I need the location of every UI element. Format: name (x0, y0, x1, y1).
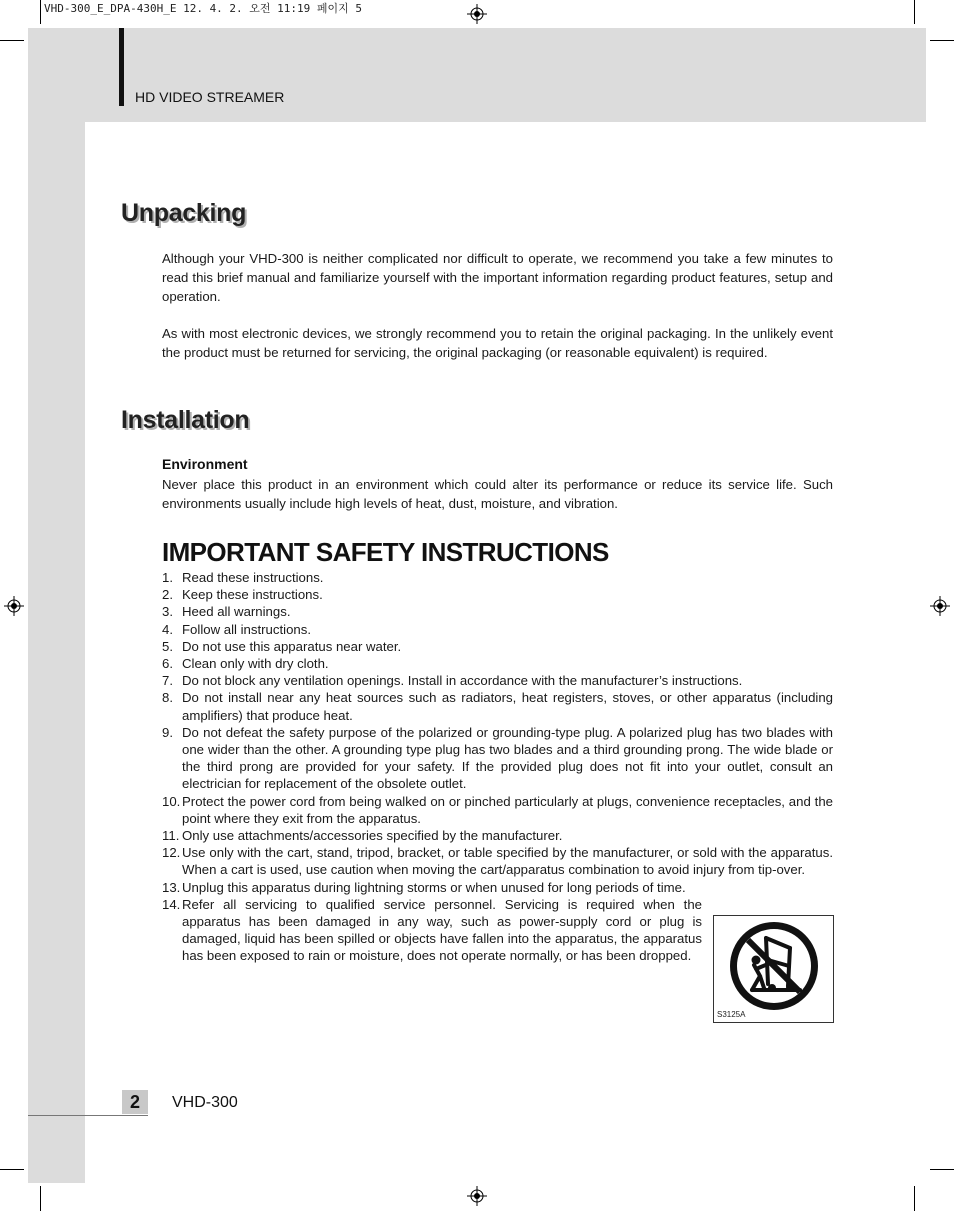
crop-mark (40, 1186, 41, 1211)
list-item: 11. Only use attachments/accessories specified by the manufacturer. (162, 828, 563, 844)
registration-mark-icon (467, 1186, 487, 1206)
list-item: 12. Use only with the cart, stand, tripod, bracket, or table specified by the manufacturer, or sold with the apparatus. When a cart is used, use caution when moving the cart/apparatus combination to avoid injury from tip-over. (162, 845, 833, 878)
environment-paragraph: Never place this product in an environment which could alter its performance or reduce its service life. Such environments usually include high levels of heat, dust, moisture, and vibration. (162, 477, 833, 511)
print-slug: VHD-300_E_DPA-430H_E 12. 4. 2. 오전 11:19 페이지 5 (44, 2, 363, 15)
list-item: 5. Do not use this apparatus near water. (162, 638, 402, 654)
installation-heading: Installation (121, 406, 250, 434)
list-item: 1. Read these instructions. (162, 570, 324, 585)
safety-instructions-list (162, 569, 833, 965)
crop-mark (930, 40, 954, 41)
list-item: 9. Do not defeat the safety purpose of the polarized or grounding-type plug. A polarized plug has two blades with one wider than the other. A grounding type plug has two blades and a third grounding prong. The wide blade or the third prong are provided for your safety. If the provided plug does not fit into your outlet, consult an electrician for replacement of the obsolete outlet. (162, 724, 833, 792)
registration-mark-icon (467, 4, 487, 24)
left-margin-band (28, 28, 85, 1183)
list-item: 2. Keep these instructions. (162, 587, 323, 603)
list-item: 10. Protect the power cord from being walked on or pinched particularly at plugs, convenience receptacles, and the point where they exit from the apparatus. (162, 793, 833, 826)
cart-tip-over-warning-icon (728, 920, 820, 1012)
list-item: 3. Heed all warnings. (162, 604, 291, 620)
environment-heading: Environment (162, 456, 248, 472)
registration-mark-icon (930, 596, 950, 616)
page-number-badge (122, 1090, 148, 1114)
list-item: 8. Do not install near any heat sources such as radiators, heat registers, stoves, or other apparatus (including amplifiers) that produce heat. (162, 690, 833, 723)
crop-mark (930, 1169, 954, 1170)
crop-mark (914, 0, 915, 24)
unpacking-paragraph: Although your VHD-300 is neither complicated nor difficult to operate, we recommend you take a few minutes to read this brief manual and familiarize yourself with the important information regarding product features, setup and operation. (162, 251, 833, 304)
list-item: 7. Do not block any ventilation openings. Install in accordance with the manufacturer’s instructions. (162, 673, 743, 689)
header-band (28, 28, 926, 122)
footer-divider (28, 1115, 148, 1116)
list-item: 6. Clean only with dry cloth. (162, 656, 329, 672)
page-number: 2 (129, 1092, 140, 1112)
crop-mark (914, 1186, 915, 1211)
list-item: 13. Unplug this apparatus during lightning storms or when unused for long periods of time. (162, 879, 686, 895)
header-accent-bar (119, 28, 124, 106)
warning-code-label: S3125A (717, 1010, 746, 1019)
registration-mark-icon (4, 596, 24, 616)
crop-mark (0, 1169, 24, 1170)
safety-instructions-title: IMPORTANT SAFETY INSTRUCTIONS (162, 537, 609, 567)
footer-model-name: VHD-300 (172, 1094, 238, 1111)
list-item: 4. Follow all instructions. (162, 621, 311, 637)
crop-mark (40, 0, 41, 24)
running-header: HD VIDEO STREAMER (135, 89, 285, 105)
list-item: 14. Refer all servicing to qualified service personnel. Servicing is required when the apparatus has been damaged in any way, such as power-supply cord or plug is damaged, liquid has been spilled or objects have fallen into the apparatus, the apparatus has been exposed to rain or moisture, does not operate normally, or has been dropped. (162, 896, 702, 964)
unpacking-heading: Unpacking (121, 199, 247, 227)
cart-warning-box (713, 915, 834, 1023)
crop-mark (0, 40, 24, 41)
unpacking-paragraph: As with most electronic devices, we strongly recommend you to retain the original packaging. In the unlikely event the product must be returned for servicing, the original packaging (or reasonable equivalent) is required. (162, 326, 833, 360)
